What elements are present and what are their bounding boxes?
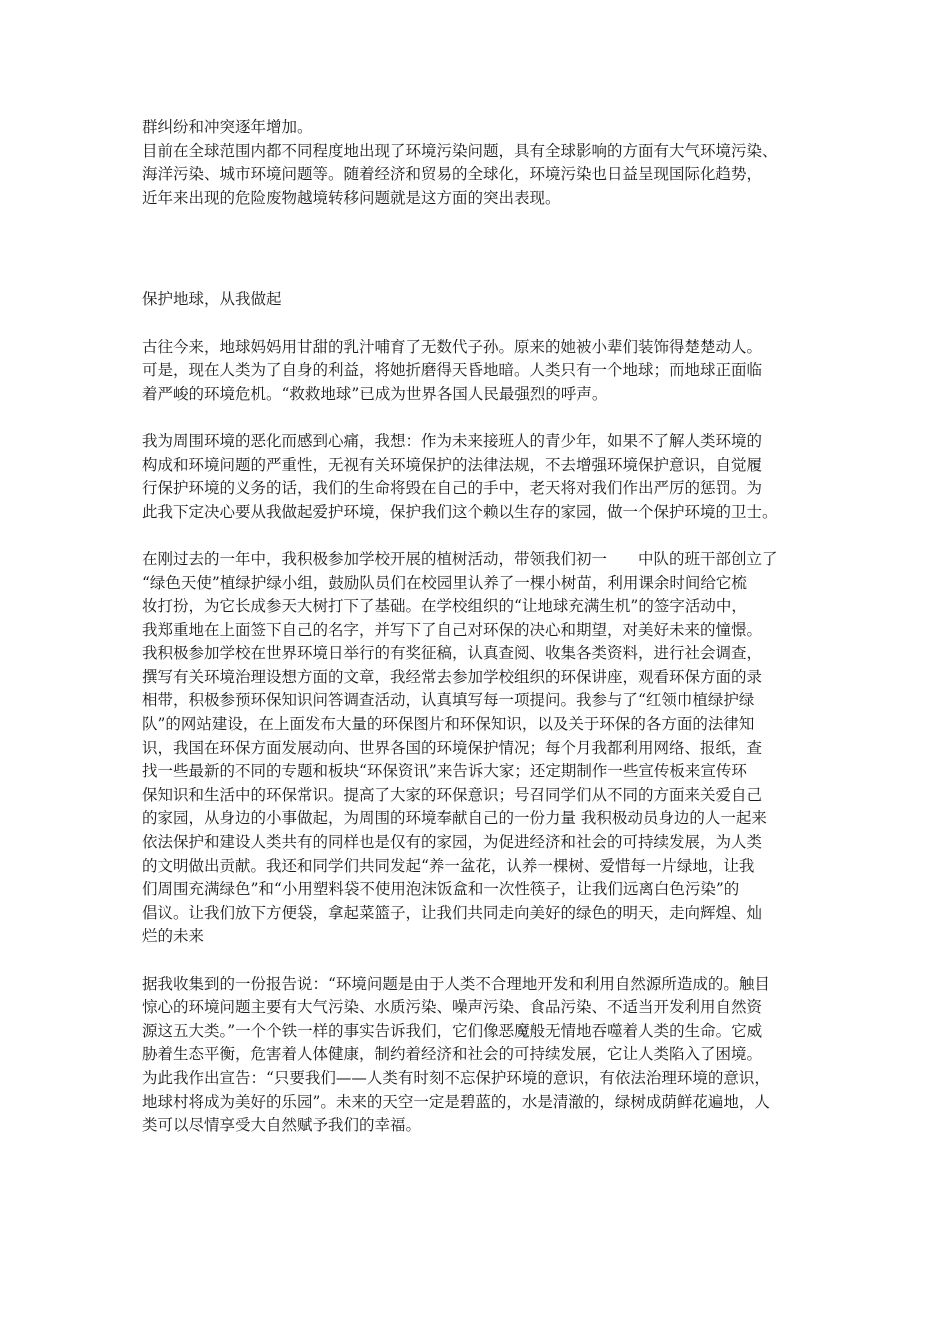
paragraph-line: “绿色天使”植绿护绿小组，鼓励队员们在校园里认养了一棵小树苗，利用课余时间给它梳 bbox=[142, 573, 747, 592]
intro-line: 海洋污染、城市环境问题等。随着经济和贸易的全球化，环境污染也日益呈现国际化趋势， bbox=[142, 165, 763, 184]
paragraph-line: 烂的未来 bbox=[142, 927, 205, 946]
intro-line: 群纠纷和冲突逐年增加。 bbox=[142, 118, 313, 136]
paragraph-line: 依法保护和建设人类共有的同样也是仅有的家园，为促进经济和社会的可持续发展，为人类 bbox=[142, 833, 763, 852]
paragraph-4 bbox=[142, 973, 812, 1138]
paragraph-line: 据我收集到的一份报告说：“环境问题是由于人类不合理地开发和利用自然源所造成的。触目 bbox=[142, 974, 770, 993]
paragraph-line: 的家园，从身边的小事做起，为周围的环境奉献自己的一份力量 我积极动员身边的人一起来 bbox=[142, 809, 767, 828]
intro-section bbox=[142, 116, 812, 210]
paragraph-line: 源这五大类。”一个个铁一样的事实告诉我们，它们像恶魔般无情地吞噬着人类的生命。它威 bbox=[142, 1021, 763, 1040]
paragraph-line: 惊心的环境问题主要有大气污染、水质污染、噪声污染、食品污染、不适当开发利用自然资 bbox=[142, 998, 763, 1017]
intro-line: 近年来出现的危险废物越境转移问题就是这方面的突出表现。 bbox=[142, 188, 561, 207]
paragraph-line: 们周围充满绿色”和“小用塑料袋不使用泡沫饭盒和一次性筷子，让我们远离白色污染”的 bbox=[142, 880, 740, 899]
paragraph-line: 队”的网站建设，在上面发布大量的环保图片和环保知识，以及关于环保的各方面的法律知 bbox=[142, 715, 755, 734]
paragraph-line: 此我下定决心要从我做起爱护环境，保护我们这个赖以生存的家园，做一个保护环境的卫士。 bbox=[142, 502, 778, 521]
paragraph-3 bbox=[142, 548, 812, 949]
intro-line: 目前在全球范围内都不同程度地出现了环境污染问题，具有全球影响的方面有大气环境污染、 bbox=[142, 141, 778, 160]
essay-title: 保护地球，从我做起 bbox=[142, 290, 282, 309]
paragraph-line: 地球村将成为美好的乐园”。未来的天空一定是碧蓝的，水是清澈的，绿树成荫鲜花遍地，人 bbox=[142, 1092, 770, 1111]
document-page bbox=[142, 116, 812, 1138]
paragraph-line: 在刚过去的一年中，我积极参加学校开展的植树活动，带领我们初一 中队的班干部创立了 bbox=[142, 549, 778, 568]
paragraph-line: 找一些最新的不同的专题和板块“环保资讯”来告诉大家；还定期制作一些宣传板来宣传环 bbox=[142, 762, 747, 781]
paragraph-line: 保知识和生活中的环保常识。提高了大家的环保意识；号召同学们从不同的方面来关爱自己 bbox=[142, 785, 763, 804]
paragraph-line: 类可以尽情享受大自然赋予我们的幸福。 bbox=[142, 1116, 422, 1135]
section-spacer bbox=[142, 210, 812, 288]
paragraph-line: 撰写有关环境治理设想方面的文章，我经常去参加学校组织的环保讲座，观看环保方面的录 bbox=[142, 667, 763, 686]
paragraph-line: 妆打扮，为它长成参天大树打下了基础。在学校组织的“让地球充满生机”的签字活动中， bbox=[142, 597, 747, 616]
paragraph-line: 胁着生态平衡，危害着人体健康，制约着经济和社会的可持续发展，它让人类陷入了困境。 bbox=[142, 1045, 763, 1064]
paragraph-line: 古往今来，地球妈妈用甘甜的乳汁哺育了无数代子孙。原来的她被小辈们装饰得楚楚动人。 bbox=[142, 337, 763, 356]
paragraph-spacer bbox=[142, 312, 812, 336]
paragraph-line: 行保护环境的义务的话，我们的生命将毁在自己的手中，老天将对我们作出严厉的惩罚。为 bbox=[142, 479, 763, 498]
paragraph-line: 构成和环境问题的严重性，无视有关环境保护的法律法规，不去增强环境保护意识，自觉履 bbox=[142, 455, 763, 474]
paragraph-2 bbox=[142, 430, 812, 524]
paragraph-line: 我郑重地在上面签下自己的名字，并写下了自己对环保的决心和期望，对美好未来的憧憬。 bbox=[142, 620, 763, 639]
paragraph-spacer bbox=[142, 406, 812, 430]
paragraph-spacer bbox=[142, 949, 812, 973]
paragraph-line: 识，我国在环保方面发展动向、世界各国的环境保护情况；每个月我都利用网络、报纸，查 bbox=[142, 738, 763, 757]
paragraph-spacer bbox=[142, 524, 812, 548]
paragraph-line: 着严峻的环境危机。“救救地球”已成为世界各国人民最强烈的呼声。 bbox=[142, 384, 608, 403]
paragraph-1 bbox=[142, 336, 812, 407]
paragraph-line: 相带，积极参预环保知识问答调查活动，认真填写每一项提问。我参与了“红领巾植绿护绿 bbox=[142, 691, 755, 710]
paragraph-line: 倡议。让我们放下方便袋，拿起菜篮子，让我们共同走向美好的绿色的明天，走向辉煌、灿 bbox=[142, 903, 763, 922]
paragraph-line: 的文明做出贡献。我还和同学们共同发起“养一盆花，认养一棵树、爱惜每一片绿地，让我 bbox=[142, 856, 755, 875]
paragraph-line: 可是，现在人类为了自身的利益，将她折磨得天昏地暗。人类只有一个地球；而地球正面临 bbox=[142, 361, 763, 380]
paragraph-line: 我积极参加学校在世界环境日举行的有奖征稿，认真查阅、收集各类资料，进行社会调查， bbox=[142, 644, 763, 663]
paragraph-line: 我为周围环境的恶化而感到心痛，我想：作为未来接班人的青少年，如果不了解人类环境的 bbox=[142, 431, 763, 450]
paragraph-line: 为此我作出宣告：“只要我们——人类有时刻不忘保护环境的意识，有依法治理环境的意识， bbox=[142, 1068, 770, 1087]
